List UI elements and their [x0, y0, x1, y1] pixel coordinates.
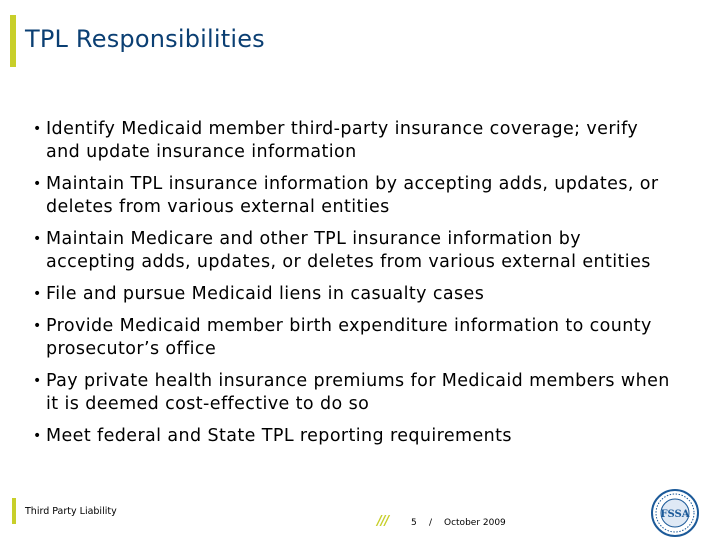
footer-date: October 2009 — [444, 518, 506, 528]
page-separator: / — [429, 518, 433, 528]
bullet-dot: • — [33, 428, 42, 444]
bullet-dot: • — [33, 121, 42, 137]
bullet-dot: • — [33, 318, 42, 334]
bullet-text: Identify Medicaid member third-party insurance coverage; verify and update insurance information — [46, 119, 639, 162]
page-number: 5 — [411, 518, 417, 528]
fssa-seal-logo-icon — [650, 488, 700, 538]
seal-text: FSSA — [660, 509, 690, 520]
bullet-item — [33, 118, 673, 164]
title-accent-bar — [10, 15, 16, 67]
bullet-item — [33, 370, 673, 416]
bullet-item — [33, 425, 673, 448]
slide-title: TPL Responsibilities — [25, 25, 265, 53]
footer-section-label: Third Party Liability — [25, 506, 117, 517]
bullet-text: File and pursue Medicaid liens in casualty cases — [46, 284, 485, 304]
bullet-dot: • — [33, 176, 42, 192]
bullet-text: Maintain Medicare and other TPL insurance information by accepting adds, updates, or deletes from various external entities — [46, 229, 651, 272]
bullet-item — [33, 283, 673, 306]
bullet-dot: • — [33, 231, 42, 247]
bullet-item — [33, 173, 673, 219]
bullet-text: Maintain TPL insurance information by accepting adds, updates, or deletes from various external entities — [46, 174, 659, 217]
bullet-item — [33, 315, 673, 361]
bullet-dot: • — [33, 286, 42, 302]
bullet-text: Meet federal and State TPL reporting requirements — [46, 426, 512, 446]
footer-slashes-decoration: /// — [377, 514, 389, 529]
bullet-item — [33, 228, 673, 274]
footer-accent-bar — [12, 498, 16, 524]
bullet-text: Provide Medicaid member birth expenditure information to county prosecutor’s office — [46, 316, 652, 359]
bullet-dot: • — [33, 373, 42, 389]
bullet-list — [33, 118, 673, 457]
bullet-text: Pay private health insurance premiums for Medicaid members when it is deemed cost-effective to do so — [46, 371, 670, 414]
